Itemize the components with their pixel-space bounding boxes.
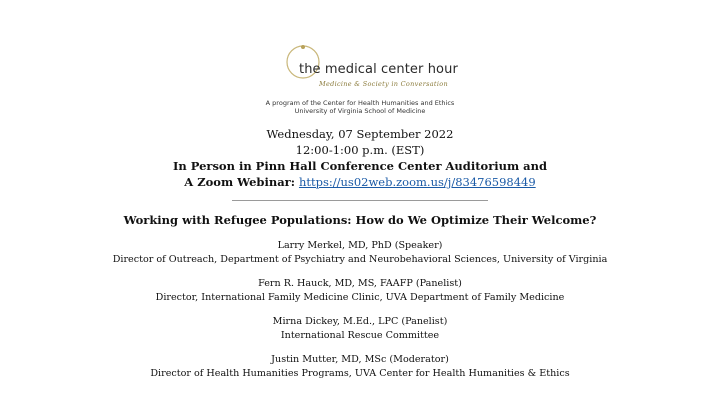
person-name: Fern R. Hauck, MD, MS, FAAFP (Panelist) bbox=[258, 278, 462, 289]
event-location: In Person in Pinn Hall Conference Center Auditorium and bbox=[172, 159, 548, 173]
person-role: Director, International Family Medicine Clinic, UVA Department of Family Medicine bbox=[155, 292, 565, 303]
talk-title: Working with Refugee Populations: How do We Optimize Their Welcome? bbox=[123, 213, 597, 227]
person-name: Mirna Dickey, M.Ed., LPC (Panelist) bbox=[272, 316, 448, 327]
event-time: 12:00-1:00 p.m. (EST) bbox=[295, 143, 425, 157]
event-date: Wednesday, 07 September 2022 bbox=[266, 127, 454, 141]
logo-subtitle: Medicine & Society in Conversation bbox=[319, 80, 448, 88]
program-line-2: University of Virginia School of Medicine bbox=[294, 107, 426, 115]
zoom-label: A Zoom Webinar: bbox=[184, 175, 299, 189]
person-role: Director of Health Humanities Programs, UVA Center for Health Humanities & Ethics bbox=[150, 368, 570, 379]
zoom-line bbox=[0, 175, 720, 189]
person-role: International Rescue Committee bbox=[280, 330, 440, 341]
logo-title: the medical center hour bbox=[299, 62, 458, 77]
person-role: Director of Outreach, Department of Psychiatry and Neurobehavioral Sciences, University of Virginia bbox=[112, 254, 608, 265]
logo bbox=[283, 42, 463, 92]
person-name: Justin Mutter, MD, MSc (Moderator) bbox=[271, 354, 449, 365]
zoom-link[interactable]: https://us02web.zoom.us/j/83476598449 bbox=[298, 175, 536, 189]
divider bbox=[232, 200, 488, 201]
person-name: Larry Merkel, MD, PhD (Speaker) bbox=[277, 240, 443, 251]
program-line-1: A program of the Center for Health Humanities and Ethics bbox=[265, 99, 455, 107]
